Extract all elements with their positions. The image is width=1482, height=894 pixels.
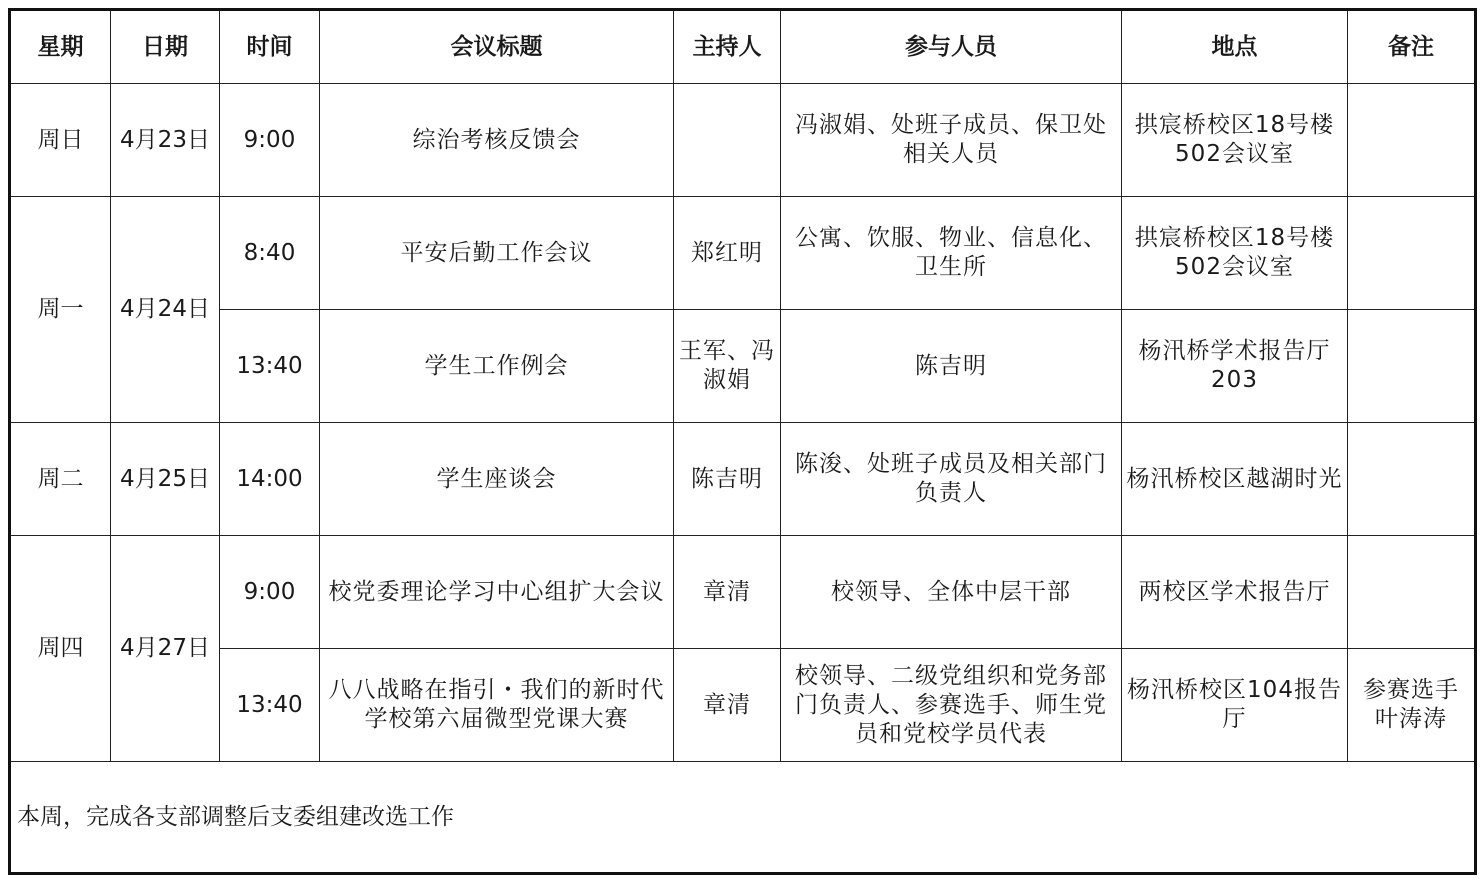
- header-host: 主持人: [674, 10, 781, 84]
- participants-cell: 陈浚、处班子成员及相关部门负责人: [781, 423, 1122, 536]
- header-weekday: 星期: [10, 10, 111, 84]
- title-cell: 学生工作例会: [320, 310, 674, 423]
- header-title: 会议标题: [320, 10, 674, 84]
- time-cell: 8:40: [220, 197, 320, 310]
- note-cell: 参赛选手叶涛涛: [1348, 649, 1476, 762]
- host-cell: 章清: [674, 536, 781, 649]
- header-participants: 参与人员: [781, 10, 1122, 84]
- location-cell: 杨汛桥校区越湖时光: [1122, 423, 1348, 536]
- table-row: [10, 84, 1476, 197]
- participants-cell: 校领导、二级党组织和党务部门负责人、参赛选手、师生党员和党校学员代表: [781, 649, 1122, 762]
- header-date: 日期: [111, 10, 220, 84]
- date-cell: 4月25日: [111, 423, 220, 536]
- date-cell: 4月27日: [111, 536, 220, 762]
- location-cell: 杨汛桥校区104报告厅: [1122, 649, 1348, 762]
- note-cell: [1348, 536, 1476, 649]
- footer-note-row: [10, 762, 1476, 874]
- header-row: [10, 10, 1476, 84]
- note-cell: [1348, 197, 1476, 310]
- date-cell: 4月24日: [111, 197, 220, 423]
- meeting-schedule-table: [8, 8, 1477, 875]
- time-cell: 9:00: [220, 536, 320, 649]
- header-location: 地点: [1122, 10, 1348, 84]
- date-cell: 4月23日: [111, 84, 220, 197]
- participants-cell: 校领导、全体中层干部: [781, 536, 1122, 649]
- header-time: 时间: [220, 10, 320, 84]
- note-cell: [1348, 84, 1476, 197]
- weekday-cell: 周四: [10, 536, 111, 762]
- participants-cell: 公寓、饮服、物业、信息化、卫生所: [781, 197, 1122, 310]
- title-cell: 平安后勤工作会议: [320, 197, 674, 310]
- note-cell: [1348, 310, 1476, 423]
- location-cell: 两校区学术报告厅: [1122, 536, 1348, 649]
- host-cell: 章清: [674, 649, 781, 762]
- header-note: 备注: [1348, 10, 1476, 84]
- time-cell: 9:00: [220, 84, 320, 197]
- weekday-cell: 周一: [10, 197, 111, 423]
- host-cell: 陈吉明: [674, 423, 781, 536]
- host-cell: 王军、冯淑娟: [674, 310, 781, 423]
- title-cell: 八八战略在指引・我们的新时代学校第六届微型党课大赛: [320, 649, 674, 762]
- title-cell: 综治考核反馈会: [320, 84, 674, 197]
- title-cell: 学生座谈会: [320, 423, 674, 536]
- host-cell: [674, 84, 781, 197]
- time-cell: 13:40: [220, 310, 320, 423]
- title-cell: 校党委理论学习中心组扩大会议: [320, 536, 674, 649]
- table-row: [10, 197, 1476, 310]
- footer-note: 本周，完成各支部调整后支委组建改选工作: [10, 762, 1476, 874]
- host-cell: 郑红明: [674, 197, 781, 310]
- table-row: [10, 536, 1476, 649]
- weekday-cell: 周日: [10, 84, 111, 197]
- location-cell: 拱宸桥校区18号楼502会议室: [1122, 197, 1348, 310]
- participants-cell: 陈吉明: [781, 310, 1122, 423]
- table-row: [10, 423, 1476, 536]
- time-cell: 13:40: [220, 649, 320, 762]
- participants-cell: 冯淑娟、处班子成员、保卫处相关人员: [781, 84, 1122, 197]
- location-cell: 杨汛桥学术报告厅203: [1122, 310, 1348, 423]
- location-cell: 拱宸桥校区18号楼502会议室: [1122, 84, 1348, 197]
- weekday-cell: 周二: [10, 423, 111, 536]
- table-row: [10, 310, 1476, 423]
- table-row: [10, 649, 1476, 762]
- time-cell: 14:00: [220, 423, 320, 536]
- note-cell: [1348, 423, 1476, 536]
